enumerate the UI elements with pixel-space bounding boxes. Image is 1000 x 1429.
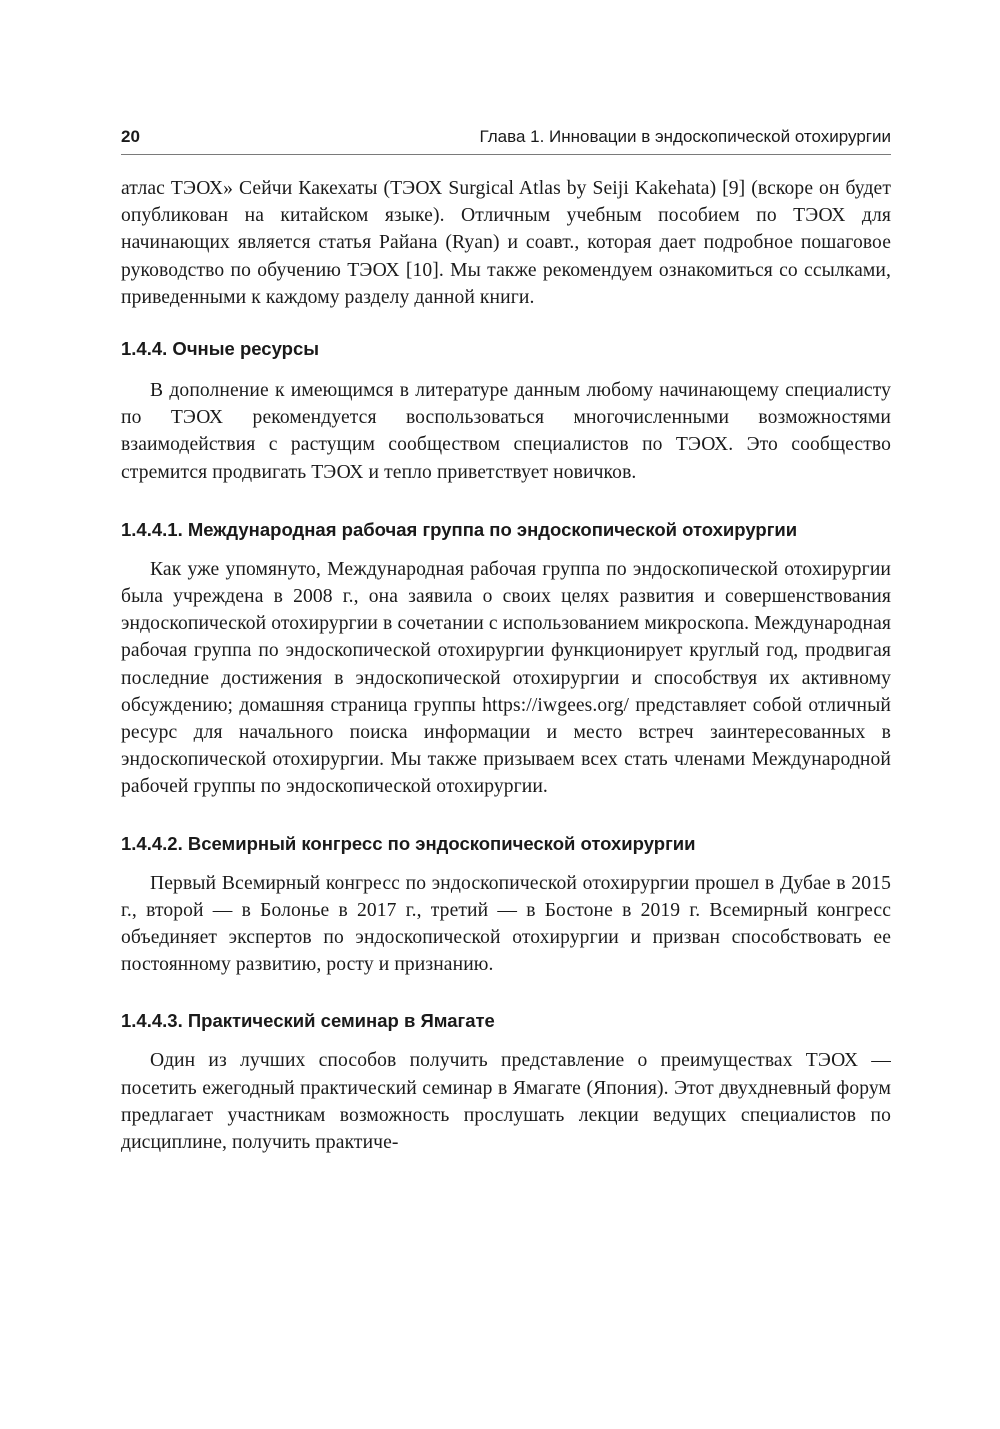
page-number: 20 — [121, 127, 140, 146]
section-heading-1-4-4-3: 1.4.4.3. Практический семинар в Ямагате — [121, 1010, 495, 1032]
intro-paragraph: атлас ТЭОХ» Сейчи Какехаты (ТЭОХ Surgical Atlas by Seiji Kakehata) [9] (вскоре он будет опубликован на китайском языке). Отличным учебным пособием по ТЭОХ для начинающих является статья Райана (Ryan) и соавт., которая дает подробное пошаговое руководство по обучению ТЭОХ [10]. Мы также рекомендуем ознакомиться со ссылками, приведенными к каждому разделу данной книги. — [121, 178, 891, 308]
section-paragraph-1-4-4-1: Как уже упомянуто, Международная рабочая группа по эндоскопической отохирургии была учреждена в 2008 г., она заявила о своих целях развития и совершенствования эндоскопической отохирургии в сочетании с использованием микроскопа. Международная рабочая группа по эндоскопической отохирургии функционирует круглый год, продвигая последние достижения в эндоскопической отохирургии и способствуя их активному обсуждению; домашняя страница группы https://iwgees.org/ представляет собой отличный ресурс для начального поиска информации и место встреч заинтересованных в эндоскопической отохирургии. Мы также призываем всех стать членами Международной рабочей группы по эндоскопической отохирургии. — [121, 558, 891, 798]
page-content — [121, 175, 891, 1156]
running-header — [121, 124, 891, 155]
section-paragraph-1-4-4: В дополнение к имеющимся в литературе данным любому начинающему специалисту по ТЭОХ рекомендуется воспользоваться многочисленными возможностями взаимодействия с растущим сообществом специалистов по ТЭОХ. Это сообщество стремится продвигать ТЭОХ и тепло приветствует новичков. — [121, 380, 891, 483]
section-paragraph-1-4-4-2: Первый Всемирный конгресс по эндоскопической отохирургии прошел в Дубае в 2015 г., второй — в Болонье в 2017 г., третий — в Бостоне в 2019 г. Всемирный конгресс объединяет экспертов по эндоскопической отохирургии и призван способствовать ее постоянному развитию, росту и признанию. — [121, 872, 891, 976]
section-paragraph-1-4-4-3: Один из лучших способов получить представление о преимуществах ТЭОХ — посетить ежегодный практический семинар в Ямагате (Япония). Этот двухдневный форум предлагает участникам возможность прослушать лекции ведущих специалистов по дисциплине, получить практиче- — [121, 1050, 891, 1154]
chapter-title: Глава 1. Инновации в эндоскопической отохирургии — [479, 127, 891, 146]
section-heading-1-4-4: 1.4.4. Очные ресурсы — [121, 338, 320, 360]
section-heading-1-4-4-2: 1.4.4.2. Всемирный конгресс по эндоскопической отохирургии — [121, 832, 696, 854]
section-heading-1-4-4-1: 1.4.4.1. Международная рабочая группа по эндоскопической отохирургии — [121, 518, 798, 540]
